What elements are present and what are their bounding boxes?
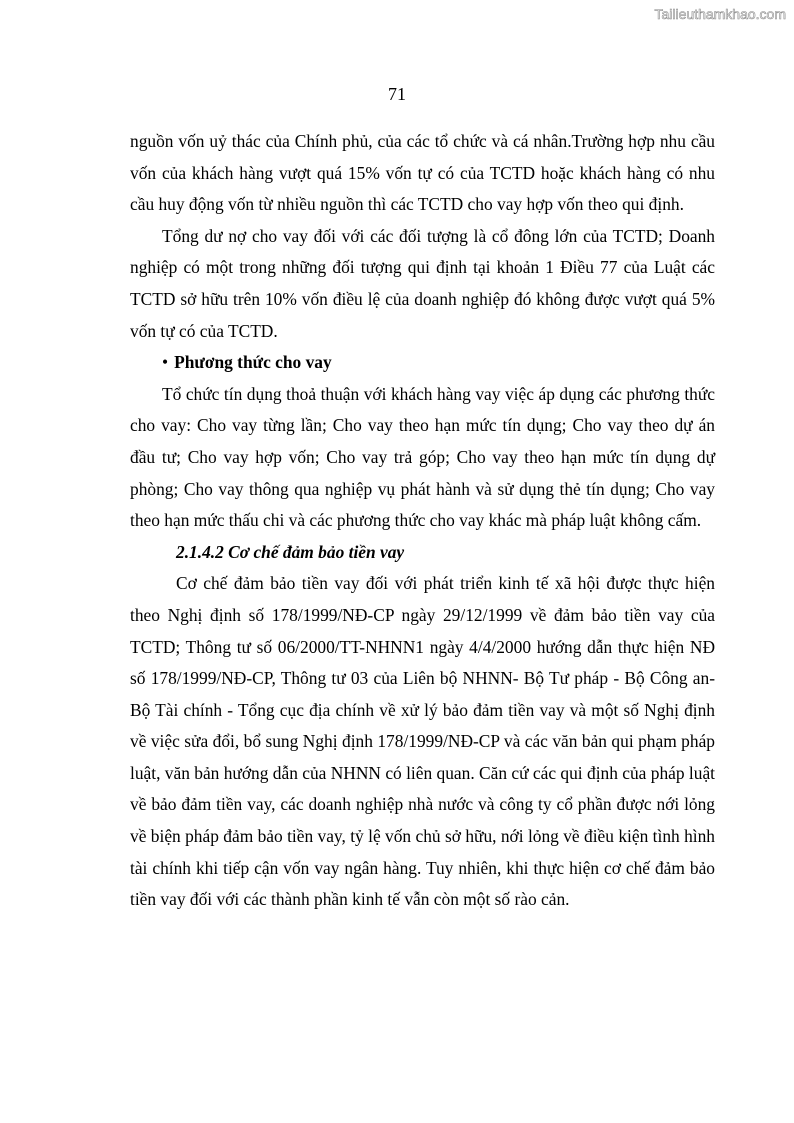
page-number: 71 [388, 84, 406, 104]
bullet-heading-text: Phương thức cho vay [174, 352, 332, 373]
bullet-icon: • [162, 352, 169, 373]
paragraph-1: nguồn vốn uỷ thác của Chính phủ, của các tổ chức và cá nhân.Trường hợp nhu cầu vốn của khách hàng vượt quá 15% vốn tự có của TCTD hoặc khách hàng có nhu cầu huy động vốn từ nhiều nguồn thì các TCTD cho vay hợp vốn theo qui định. [130, 131, 715, 215]
bullet-heading [130, 347, 715, 379]
paragraph-4: Cơ chế đảm bảo tiền vay đối với phát triển kinh tế xã hội được thực hiện theo Nghị định số 178/1999/NĐ-CP ngày 29/12/1999 về đảm bảo tiền vay của TCTD; Thông tư số 06/2000/TT-NHNN1 ngày 4/4/2000 hướng dẫn thực hiện NĐ số 178/1999/NĐ-CP, Thông tư 03 của Liên bộ NHNN- Bộ Tư pháp - Bộ Công an- Bộ Tài chính - Tổng cục địa chính về xử lý bảo đảm tiền vay và một số Nghị định về việc sửa đổi, bổ sung Nghị định 178/1999/NĐ-CP và các văn bản qui phạm pháp luật, văn bản hướng dẫn của NHNN có liên quan. Căn cứ các qui định của pháp luật về bảo đảm tiền vay, các doanh nghiệp nhà nước và công ty cổ phần được nới lỏng về biện pháp đảm bảo tiền vay, tỷ lệ vốn chủ sở hữu, nới lỏng về điều kiện tình hình tài chính khi tiếp cận vốn vay ngân hàng. Tuy nhiên, khi thực hiện cơ chế đảm bảo tiền vay đối với các thành phần kinh tế vẫn còn một số rào cản. [130, 573, 715, 910]
watermark: Tailieuthamkhao.com [654, 6, 786, 22]
paragraph-2: Tổng dư nợ cho vay đối với các đối tượng là cổ đông lớn của TCTD; Doanh nghiệp có một trong những đối tượng qui định tại khoản 1 Điều 77 của Luật các TCTD sở hữu trên 10% vốn điều lệ của doanh nghiệp đó không được vượt quá 5% vốn tự có của TCTD. [130, 225, 715, 341]
paragraph-3: Tổ chức tín dụng thoả thuận với khách hàng vay việc áp dụng các phương thức cho vay: Cho vay từng lần; Cho vay theo hạn mức tín dụng; Cho vay theo dự án đầu tư; Cho vay hợp vốn; Cho vay trả góp; Cho vay theo hạn mức tín dụng dự phòng; Cho vay thông qua nghiệp vụ phát hành và sử dụng thẻ tín dụng; Cho vay theo hạn mức thấu chi và các phương thức cho vay khác mà pháp luật không cấm. [130, 383, 715, 531]
document-body [130, 126, 715, 916]
section-heading: 2.1.4.2 Cơ chế đảm bảo tiền vay [176, 541, 405, 562]
